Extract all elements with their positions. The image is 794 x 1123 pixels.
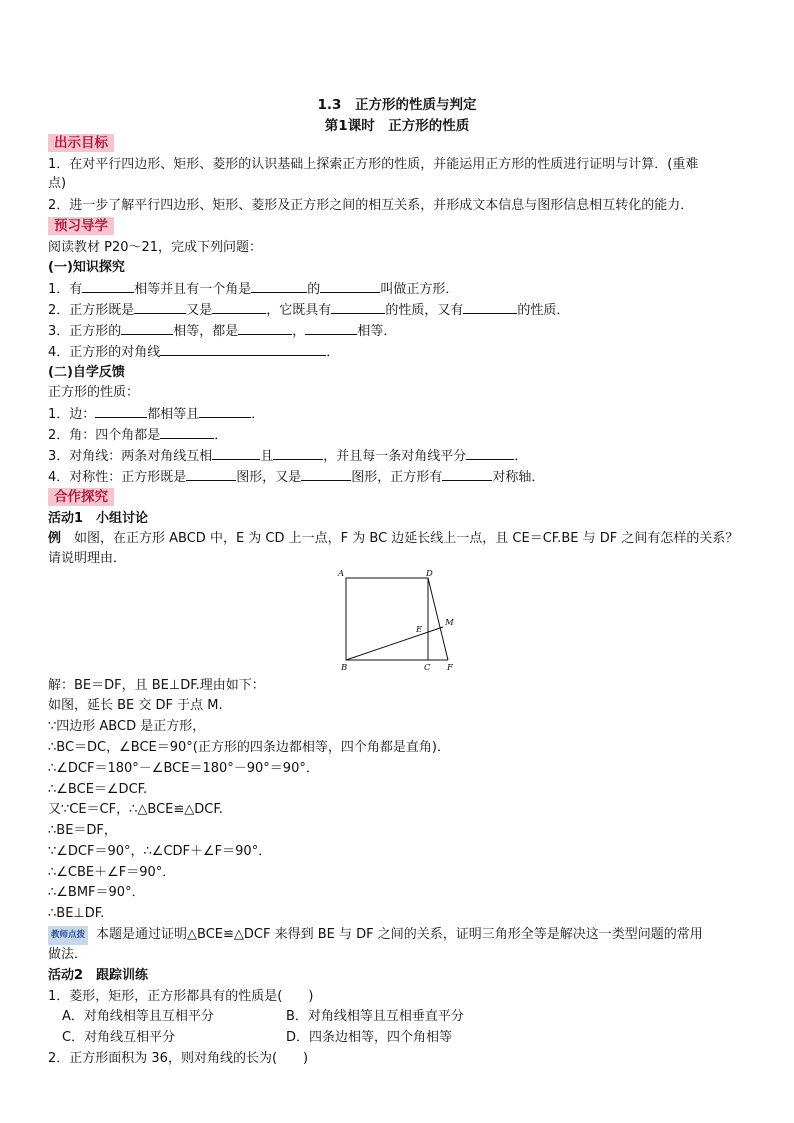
activity-1-title: 活动1 小组讨论 xyxy=(48,511,149,526)
option-a[interactable]: A．对角线相等且互相平分 xyxy=(62,1009,214,1024)
section-preview-tag: 预习导学 xyxy=(48,217,114,235)
answer-blank[interactable] xyxy=(95,405,147,418)
answer-blank[interactable] xyxy=(212,301,266,314)
point-m-label: M xyxy=(445,618,454,628)
properties-label: 正方形的性质： xyxy=(48,385,140,400)
solution-line-7: 又∵CE＝CF，∴△BCE≌△DCF. xyxy=(48,802,223,817)
point-a-label: A xyxy=(338,569,345,579)
square-abcd xyxy=(346,578,428,660)
option-b[interactable]: B．对角线相等且互相垂直平分 xyxy=(286,1009,464,1024)
solution-line-6: ∴∠BCE＝∠DCF. xyxy=(48,782,148,797)
section-goals-tag: 出示目标 xyxy=(48,134,114,152)
question-4: 4．正方形的对角线 ． xyxy=(48,345,340,360)
question-3: 3．正方形的 相等，都是 ， 相等． xyxy=(48,324,397,339)
square-figure xyxy=(336,566,466,676)
answer-blank[interactable] xyxy=(273,447,323,460)
answer-blank[interactable] xyxy=(134,301,186,314)
section-coop-tag: 合作探究 xyxy=(48,488,114,506)
example-problem: 例 如图，在正方形 ABCD 中，E 为 CD 上一点，F 为 BC 边延长线上一点，且 CE＝CF.BE 与 DF 之间有怎样的关系？ xyxy=(48,531,739,546)
practice-question-1: 1．菱形，矩形，正方形都具有的性质是( ) xyxy=(48,989,314,1004)
answer-blank[interactable] xyxy=(160,426,214,439)
answer-blank[interactable] xyxy=(251,280,307,293)
example-problem-line-2: 请说明理由． xyxy=(48,551,127,566)
lesson-subtitle: 第1课时 正方形的性质 xyxy=(324,118,470,134)
preview-intro: 阅读教材 P20～21，完成下列问题： xyxy=(48,240,263,255)
answer-blank[interactable] xyxy=(160,343,326,356)
feedback-3: 3．对角线：两条对角线互相 且 ，并且每一条对角线平分 ． xyxy=(48,449,528,464)
option-d[interactable]: D．四条边相等，四个角相等 xyxy=(286,1030,453,1045)
knowledge-explore-heading: (一)知识探究 xyxy=(48,260,125,275)
teacher-tip-line-2: 做法． xyxy=(48,947,88,962)
solution-line-10: ∴∠CBE＋∠F＝90°． xyxy=(48,865,176,880)
answer-blank[interactable] xyxy=(442,468,492,481)
point-f-label: F xyxy=(447,663,453,673)
question-1: 1．有 相等并且有一个角是 的 叫做正方形． xyxy=(48,282,459,297)
solution-line-11: ∴∠BMF＝90°． xyxy=(48,885,145,900)
solution-line-8: ∴BE＝DF， xyxy=(48,823,117,838)
solution-line-4: ∴BC＝DC，∠BCE＝90°(正方形的四条边都相等，四个角都是直角)． xyxy=(48,740,450,755)
teacher-tip-badge: 教师点拨 xyxy=(48,926,88,945)
activity-2-title: 活动2 跟踪训练 xyxy=(48,968,149,983)
goal-1-line-b: 点) xyxy=(48,176,67,191)
solution-line-12: ∴BE⊥DF. xyxy=(48,906,105,921)
point-d-label: D xyxy=(426,569,433,579)
solution-line-5: ∴∠DCF＝180°－∠BCE＝180°－90°＝90°． xyxy=(48,761,319,776)
answer-blank[interactable] xyxy=(82,280,134,293)
solution-line-2: 如图，延长 BE 交 DF 于点 M. xyxy=(48,698,223,713)
answer-blank[interactable] xyxy=(301,468,351,481)
answer-blank[interactable] xyxy=(199,405,251,418)
answer-blank[interactable] xyxy=(186,468,236,481)
solution-line-9: ∵∠DCF＝90°，∴∠CDF＋∠F＝90°． xyxy=(48,844,272,859)
feedback-4: 4．对称性：正方形既是 图形，又是 图形，正方形有 对称轴． xyxy=(48,470,545,485)
feedback-1: 1．边： 都相等且 ． xyxy=(48,407,265,422)
practice-question-2: 2．正方形面积为 36，则对角线的长为( ) xyxy=(48,1051,309,1066)
answer-blank[interactable] xyxy=(466,447,514,460)
point-b-label: B xyxy=(341,663,348,673)
option-c[interactable]: C．对角线互相平分 xyxy=(62,1030,176,1045)
answer-blank[interactable] xyxy=(463,301,517,314)
answer-blank[interactable] xyxy=(305,322,357,335)
self-feedback-heading: (二)自学反馈 xyxy=(48,365,125,380)
example-label: 例 xyxy=(48,531,62,546)
teacher-tip: 教师点拨 本题是通过证明△BCE≌△DCF 来得到 BE 与 DF 之间的关系，证明三角形全等是解决这一类型问题的常用 xyxy=(48,926,703,945)
lesson-title: 1.3 正方形的性质与判定 xyxy=(317,97,477,113)
answer-blank[interactable] xyxy=(238,322,292,335)
answer-blank[interactable] xyxy=(212,447,260,460)
question-2: 2．正方形既是 又是 ，它既具有 的性质，又有 的性质． xyxy=(48,303,570,318)
point-e-label: E xyxy=(416,625,423,635)
feedback-2: 2．角：四个角都是 ． xyxy=(48,428,228,443)
goal-2: 2．进一步了解平行四边形、矩形、菱形及正方形之间的相互关系，并形成文本信息与图形信息相互转化的能力． xyxy=(48,198,694,213)
goal-1-line-a: 1．在对平行四边形、矩形、菱形的认识基础上探索正方形的性质，并能运用正方形的性质进行证明与计算．(重难 xyxy=(48,157,699,172)
point-c-label: C xyxy=(424,663,431,673)
answer-blank[interactable] xyxy=(320,280,380,293)
solution-line-3: ∵四边形 ABCD 是正方形， xyxy=(48,719,206,734)
answer-blank[interactable] xyxy=(331,301,385,314)
answer-blank[interactable] xyxy=(121,322,173,335)
solution-line-1: 解：BE＝DF，且 BE⊥DF.理由如下： xyxy=(48,678,265,693)
